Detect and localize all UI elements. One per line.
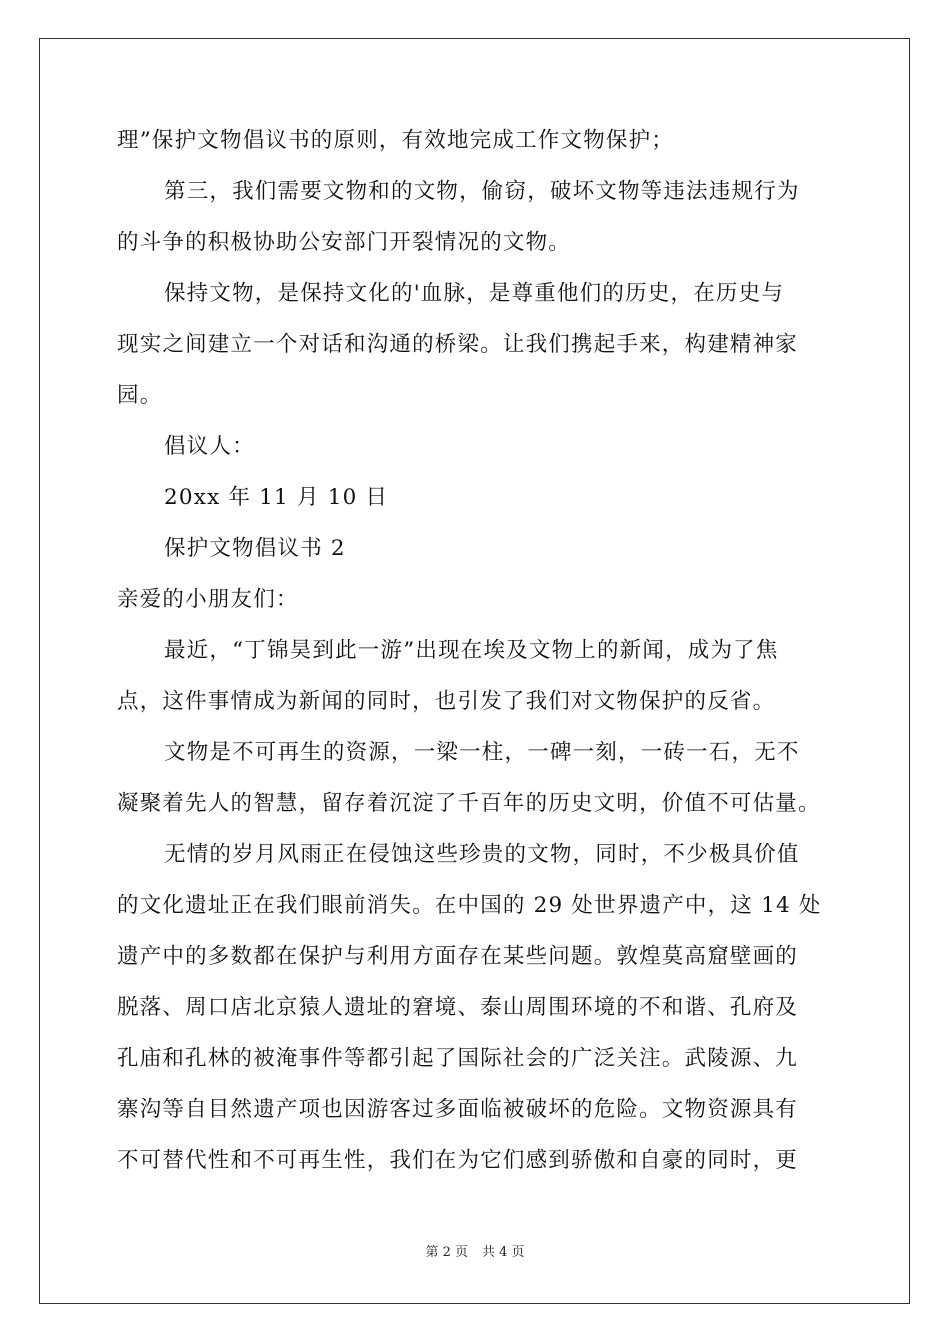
date-line: 20xx 年 11 月 10 日 — [164, 485, 389, 510]
text-line: 文物是不可再生的资源，一梁一柱，一碑一刻，一砖一石，无不 — [164, 740, 800, 765]
text-line: 孔庙和孔林的被淹事件等都引起了国际社会的广泛关注。武陵源、九 — [117, 1046, 799, 1071]
text-line: 脱落、周口店北京猿人遗址的窘境、泰山周围环境的不和谐、孔府及 — [117, 995, 799, 1020]
signatory-label: 倡议人： — [164, 434, 255, 459]
text-line: 现实之间建立一个对话和沟通的桥梁。让我们携起手来，构建精神家 — [117, 332, 799, 357]
text-line: 寨沟等自目然遗产项也因游客过多面临被破坏的危险。文物资源具有 — [117, 1097, 799, 1122]
text-line: 的文化遗址正在我们眼前消失。在中国的 29 处世界遗产中，这 14 处 — [117, 893, 822, 918]
text-line: 遗产中的多数都在保护与利用方面存在某些问题。敦煌莫高窟壁画的 — [117, 944, 799, 969]
text-line: 的斗争的积极协助公安部门开裂情况的文物。 — [117, 230, 572, 255]
text-line: 保持文物，是保持文化的'血脉，是尊重他们的历史，在历史与 — [164, 281, 785, 306]
text-line: 无情的岁月风雨正在侵蚀这些珍贵的文物，同时，不少极具价值 — [164, 842, 800, 867]
text-line: 点，这件事情成为新闻的同时，也引发了我们对文物保护的反省。 — [117, 689, 776, 714]
text-line: 不可替代性和不可再生性，我们在为它们感到骄傲和自豪的同时，更 — [117, 1148, 799, 1173]
text-line: 最近，“丁锦昊到此一游”出现在埃及文物上的新闻，成为了焦 — [164, 638, 779, 663]
text-line: 凝聚着先人的智慧，留存着沉淀了千百年的历史文明，价值不可估量。 — [117, 791, 821, 816]
page-total: 共 4 页 — [482, 1245, 525, 1260]
text-line: 理”保护文物倡议书的原则，有效地完成工作文物保护； — [117, 128, 674, 153]
page-number: 第 2 页 — [425, 1245, 468, 1260]
text-line: 第三，我们需要文物和的文物，偷窃，破坏文物等违法违规行为 — [164, 179, 800, 204]
section-title: 保护文物倡议书 2 — [164, 536, 346, 561]
text-line: 园。 — [117, 383, 163, 408]
salutation: 亲爱的小朋友们： — [117, 587, 299, 612]
page-footer — [0, 1244, 950, 1262]
